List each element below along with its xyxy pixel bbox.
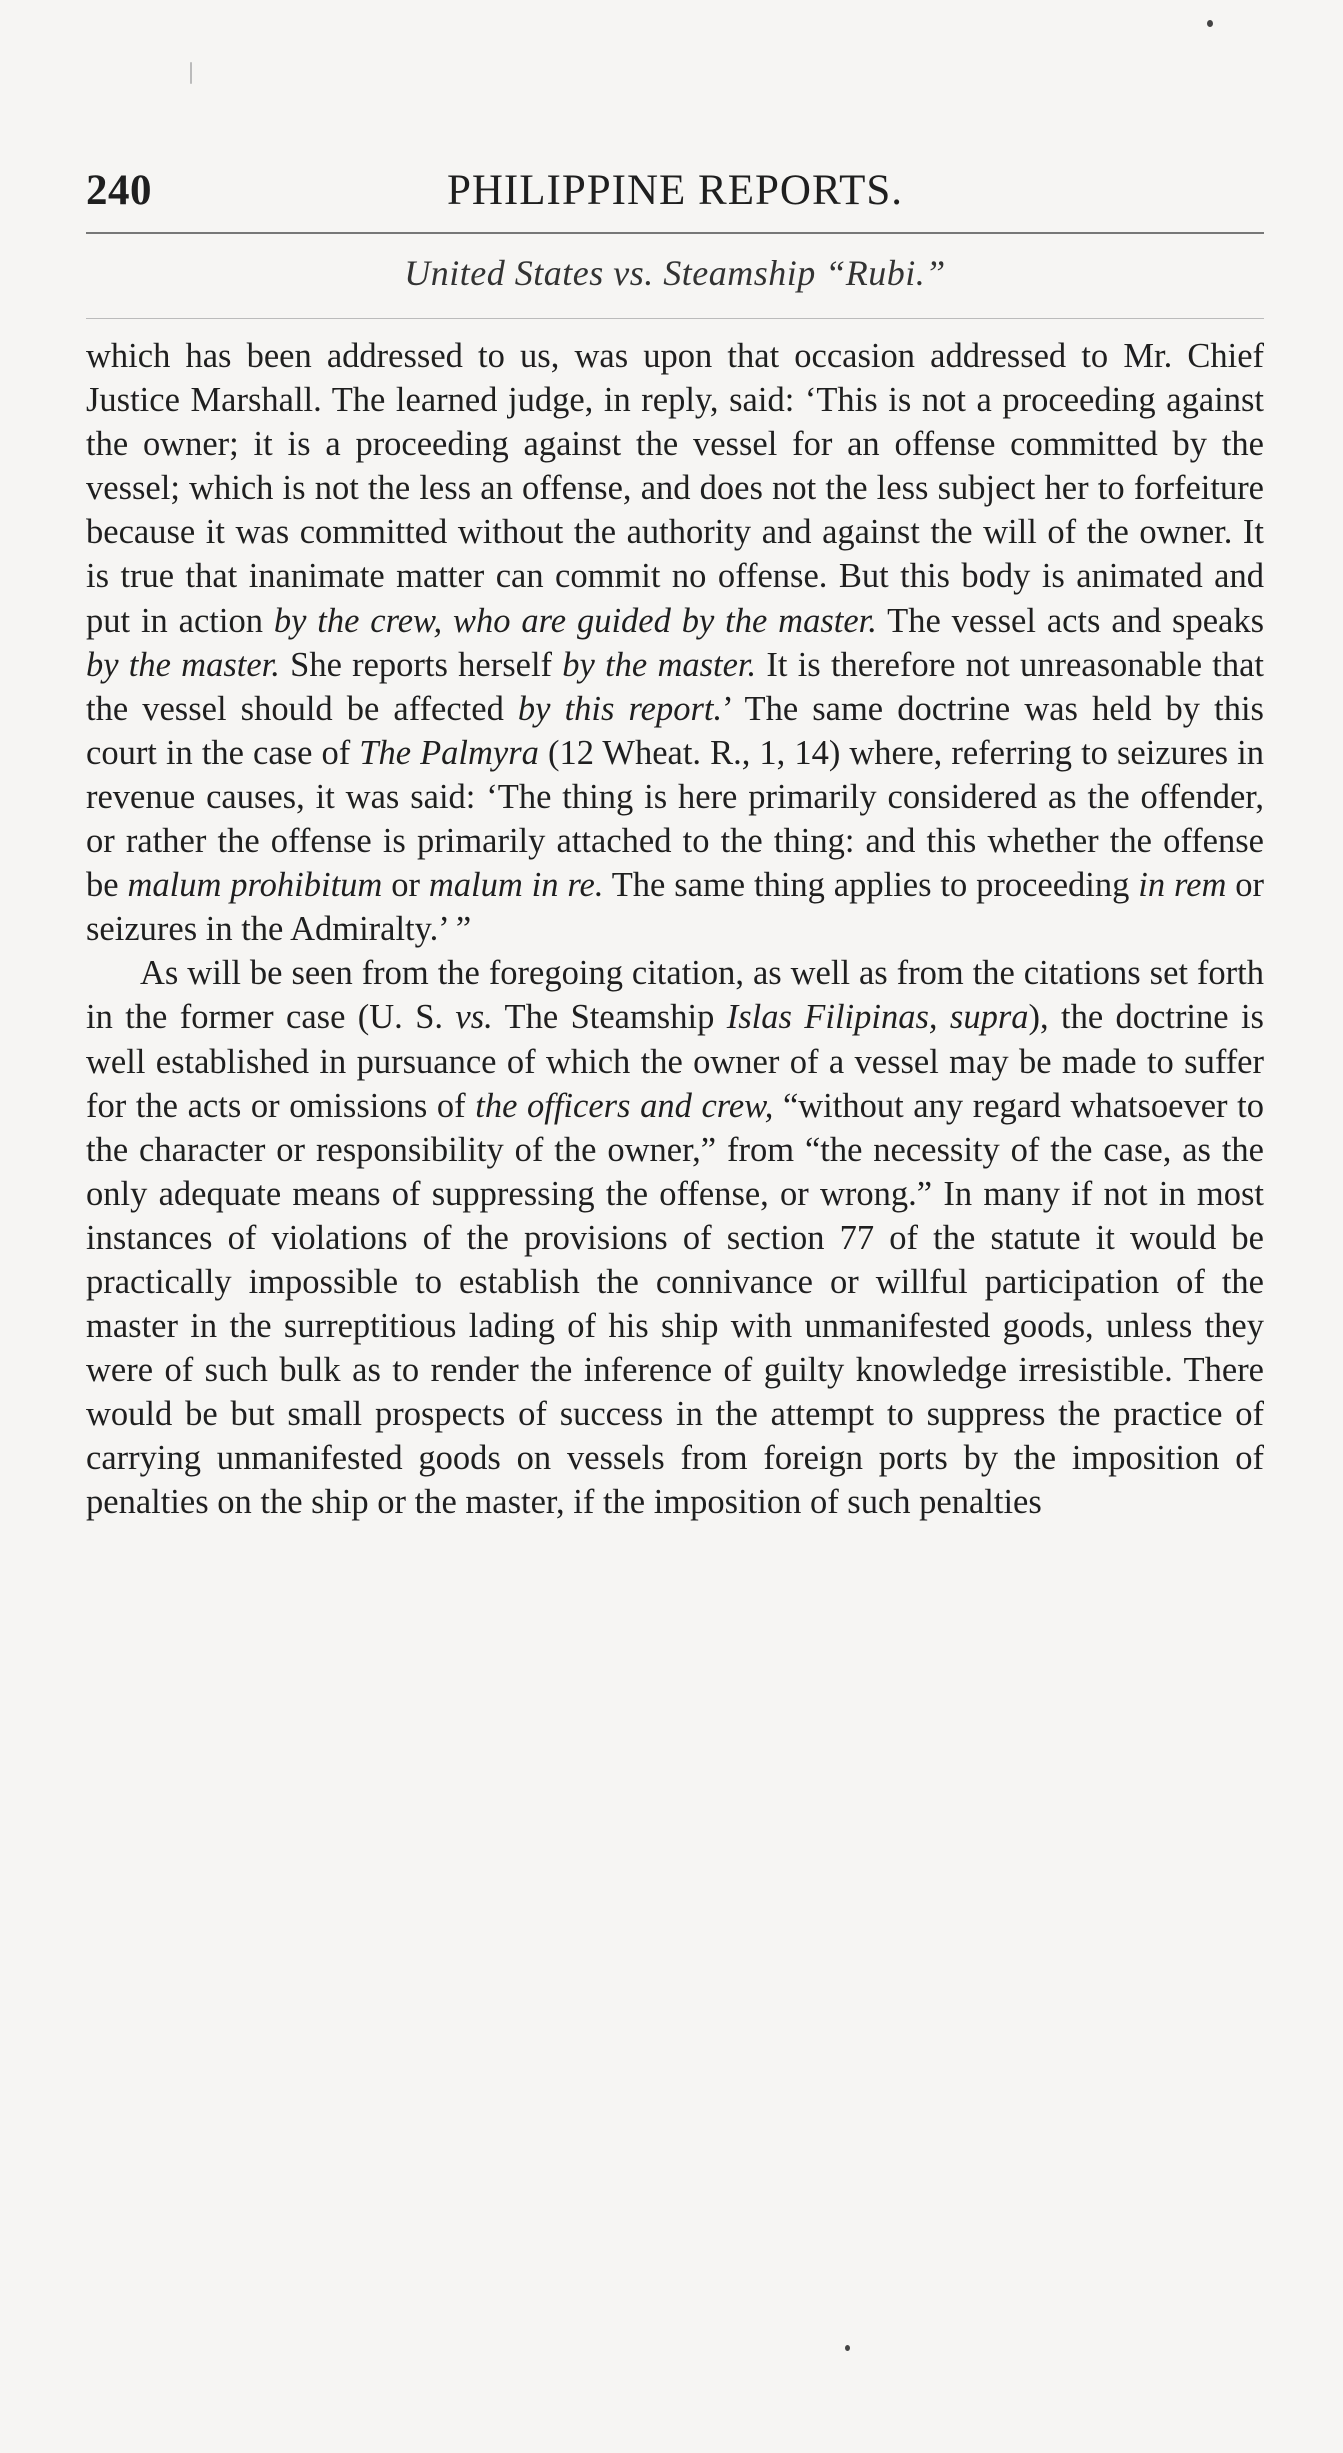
paragraph-text: ’ The same doctrine was held by this court in the case of: [86, 689, 1264, 772]
paragraph-2: [86, 951, 1264, 1524]
paragraph-text: ), the doctrine is well established in pursuance of which the owner of a vessel may be made to suffer for the acts or omissions of: [86, 998, 1264, 1125]
paragraph-text: It is therefore not unreasonable that the vessel should be affected: [86, 645, 1264, 728]
case-name: The Palmyra: [359, 733, 539, 772]
italic-text: by the master.: [86, 645, 280, 684]
paragraph-text: (12 Wheat. R., 1, 14) where, referring to seizures in revenue causes, it was said: ‘The thing is here primarily considered as the offender, or rather the offense is primarily attached to the thing: and this whether the offense be: [86, 733, 1264, 905]
paragraph-text: or seizures in the Admiralty.’ ”: [86, 866, 1264, 949]
paragraph-text: The same thing applies to proceeding: [603, 866, 1139, 905]
running-title: PHILIPPINE REPORTS.: [446, 167, 904, 214]
ink-speck: [845, 2345, 850, 2351]
ink-speck: [190, 62, 192, 84]
paragraph-text: She reports herself: [279, 645, 563, 684]
paragraph-text: The Steamship: [492, 998, 727, 1037]
paragraph-1: [86, 334, 1264, 951]
case-title: United States vs. Steamship “Rubi.”: [404, 253, 946, 293]
page-header: [86, 160, 1264, 220]
italic-text: the officers and crew,: [475, 1086, 774, 1125]
latin-phrase: in rem: [1138, 866, 1227, 905]
paragraph-text: As will be seen from the foregoing citation, as well as from the citations set forth in the former case (U. S.: [86, 954, 1264, 1037]
italic-text: by the crew, who are guided by the master.: [273, 601, 877, 640]
italic-text: vs.: [455, 998, 493, 1037]
paragraph-text: “without any regard whatsoever to the character or responsibility of the owner,” from “the necessity of the case, as the only adequate means of suppressing the offense, or wrong.” In many if not in most instances of violations of the provisions of section 77 of the statute it would be practically impossible to establish the connivance or willful participation of the master in the surreptitious lading of his ship with unmanifested goods, unless they were of such bulk as to render the inference of guilty knowledge irresistible. There would be but small prospects of success in the attempt to suppress the practice of carrying unmanifested goods on vessels from foreign ports by the imposition of penalties on the ship or the master, if the imposition of such penalties: [86, 1086, 1265, 1522]
paragraph-text: The vessel acts and speaks: [876, 601, 1264, 640]
latin-phrase: malum in re.: [428, 866, 604, 905]
latin-phrase: malum prohibitum: [127, 866, 383, 905]
header-rule: [86, 232, 1264, 234]
paragraph-text: or: [382, 866, 429, 905]
ink-speck: [1207, 20, 1213, 27]
case-title-rule: [86, 318, 1264, 319]
case-name: Islas Filipinas, supra: [726, 998, 1029, 1037]
italic-text: by this report.: [517, 689, 723, 728]
italic-text: by the master.: [562, 645, 757, 684]
opinion-body: [86, 334, 1264, 1525]
paragraph-text: which has been addressed to us, was upon that occasion addressed to Mr. Chief Justice Marshall. The learned judge, in reply, said: ‘This is not a proceeding against the owner; it is a proceeding against the vessel for an offense committed by the vessel; which is not the less an offense, and does not the less subject her to forfeiture because it was committed without the authority and against the will of the owner. It is true that inanimate matter can commit no offense. But this body is animated and put in action: [86, 337, 1264, 640]
page-number: 240: [86, 167, 152, 214]
